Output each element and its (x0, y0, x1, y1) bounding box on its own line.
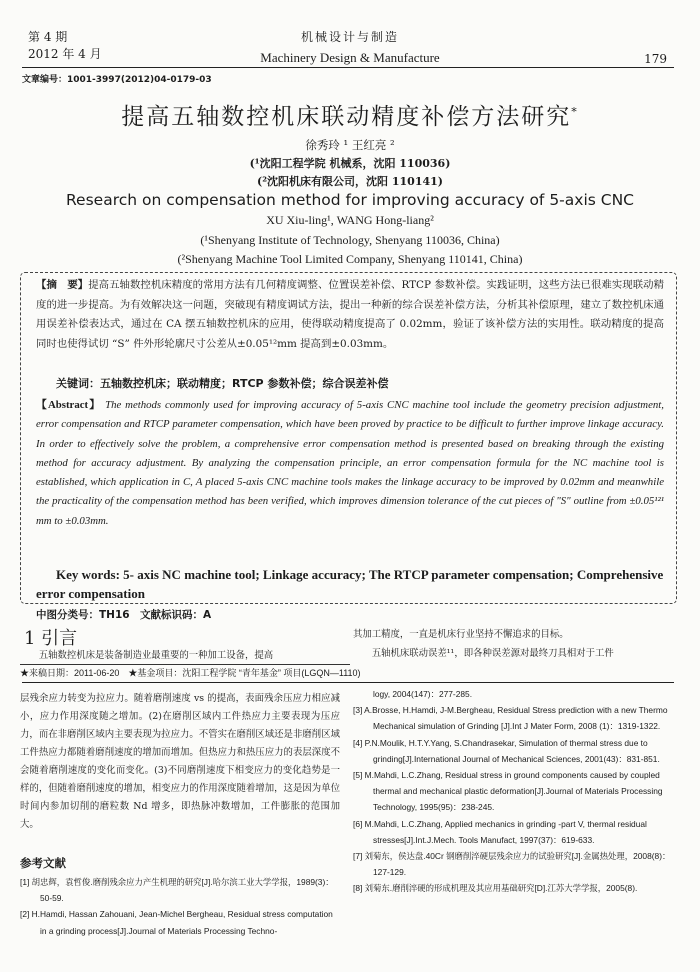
abstract-cn (36, 276, 664, 354)
abstract-cn-text: 提高五轴数控机床精度的常用方法有几何精度调整、位置误差补偿、RTCP 参数补偿。实践证明，这些方法已很难实现联动精度的进一步提高。为有效解决这一问题，突破现有精度调试方法，提出一种新的综合误差补偿方法，分析其补偿原理，建立了数控机床通用误差补偿表达式，通过在 CA 摆五轴数控机床的应用，使得联动精度提高了 0.02mm，验证了该补偿方法的实用性。联动精度的提高同时也使得试切 “S” 件外形轮廓尺寸公差从±0.05¹²mm 提高到±0.03mm。 (36, 279, 665, 350)
reference-item: [3] A.Brosse, H.Hamdi, J-M.Bergheau, Residual Stress prediction with a new Thermo Mechanical simulation of Grinding [J].Int J Mater Form, 2008 (1)：1319-1322. (353, 705, 668, 732)
issue-label: 第 4 期 (28, 30, 68, 44)
abstract-en (36, 396, 664, 531)
abstract-en-label: 【Abstract】 (36, 399, 102, 411)
abstract-en-text: The methods commonly used for improving accuracy of 5-axis CNC machine tool include the geometry precision adjustment, error compensation and RTCP parameter compensation, which have been proved by practice to be difficult to further improve linkage accuracy. In order to effectively solve the problem, a comprehensive error compensation method is presented based on breaking through the existing method for accuracy adjustment. By analyzing the compensation principle, an error compensation formula for the NC machine tool is established, which application in C, A placed 5-axis CNC machine tools makes the linkage accuracy to be improved by 0.02mm and meanwhile the practicality of the compensation method has been verified, which improves dimension tolerance of the cut pieces of "S" outline from ±0.05¹²¹ mm to ±0.03mm. (36, 399, 664, 527)
references-heading: 参考文献 (20, 856, 66, 870)
keywords-cn: 关键词：五轴数控机床；联动精度；RTCP 参数补偿；综合误差补偿 (56, 377, 389, 390)
footnote-rule (20, 664, 350, 665)
reference-item: [4] P.N.Moulik, H.T.Y.Yang, S.Chandrasekar, Simulation of thermal stress due to grinding[J].International Journal of Mechanical Sciences, 2001(43)：831-851. (353, 737, 660, 764)
reference-item: [5] M.Mahdi, L.C.Zhang, Residual stress in ground components caused by coupled thermal and mechanical plastic deformation[J].Journal of Materials Processing Technology, 1995(95)：238-245. (353, 770, 663, 813)
reference-item: [8] 刘菊东.磨削淬硬的形成机理及其应用基础研究[D].江苏大学学报，2005(8). (353, 883, 638, 894)
reference-item: [1] 胡忠辉，袁哲俊.磨削残余应力产生机理的研究[J].哈尔滨工业大学学报，1989(3)：50-59. (20, 877, 334, 904)
section-heading-intro: 1 引言 (24, 628, 78, 649)
journal-name-en: Machinery Design & Manufacture (260, 50, 440, 65)
authors-cn: 徐秀玲 ¹ 王红亮 ² (305, 138, 395, 152)
intro-right-text-2: 五轴机床联动误差¹¹，即各种误差源对最终刀具相对于工件 (371, 648, 614, 659)
article-number: 文章编号：1001-3997(2012)04-0179-03 (22, 75, 212, 85)
reference-item: [6] M.Mahdi, L.C.Zhang, Applied mechanics in grinding -part V, thermal residual stresses[J].Int.J.Mech. Tools Manufact, 1997(37)：619-633. (353, 818, 647, 845)
lower-left-text: 层残余应力转变为拉应力。随着磨削速度 vs 的提高，表面残余压应力相应减小，应力作用深度随之增加。(2)在磨削区域内工件热应力主要表现为压应力，而在非磨削区域内主要表现为拉应力。不管实在磨削区域还是非磨削区域工件热应力都随着磨削速度的增加而增加。但热应力和热压应力的表层深度不会随着磨削速度的变化而变化。(3)不同磨削速度下相变应力的变化趋势是一样的，但随着磨削速度的增加，相变应力的作用深度随着增加，这是因为单位时间内参加切削的磨粒数 Nd 增多，即热脉冲数增加，工件膨胀的范围加大。 (20, 693, 340, 830)
issue-date: 2012 年 4 月 (28, 47, 102, 61)
page-number: 179 (644, 52, 667, 66)
reference-item: logy, 2004(147)：277-285. (373, 689, 473, 699)
reference-item: [7] 刘菊东，侯达盘.40Cr 钢磨削淬硬层残余应力的试验研究[J].金属热处理，2008(8)：127-129. (353, 851, 671, 878)
header-rule (22, 67, 674, 68)
intro-left-text: 五轴数控机床是装备制造业最重要的一种加工设备，提高 (38, 650, 274, 661)
classification: 中图分类号：TH16 文献标识码：A (36, 609, 212, 621)
intro-right-text-1: 其加工精度，一直是机床行业坚持不懈追求的目标。 (353, 629, 569, 640)
footnote: ★来稿日期：2011-06-20 ★基金项目：沈阳工程学院 “青年基金” 项目(LGQN—1110) (20, 668, 361, 678)
paper-title-cn: 提高五轴数控机床联动精度补偿方法研究* (121, 104, 579, 130)
keywords-en: Key words: 5- axis NC machine tool; Linkage accuracy; The RTCP parameter compensation; Comprehensive error compensation (36, 567, 664, 601)
affiliation-en-2: (²Shenyang Machine Tool Limited Company, Shenyang 110141, China) (177, 252, 523, 266)
references-left (20, 874, 338, 939)
authors-en: XU Xiu-ling¹, WANG Hong-liang² (266, 213, 434, 227)
references-right (353, 686, 680, 897)
affiliation-cn-2: (²沈阳机床有限公司，沈阳 110141) (257, 175, 443, 188)
affiliation-en-1: (¹Shenyang Institute of Technology, Shenyang 110036, China) (200, 233, 500, 247)
page-break-rule (22, 682, 674, 683)
reference-item: [2] H.Hamdi, Hassan Zahouani, Jean-Michel Bergheau, Residual stress computation in a grinding process[J].Journal of Materials Processing Techno- (20, 909, 333, 936)
paper-title-en: Research on compensation method for improving accuracy of 5-axis CNC (65, 191, 634, 209)
journal-name-cn: 机械设计与制造 (300, 30, 399, 44)
abstract-cn-label: 【摘 要】 (36, 279, 89, 291)
affiliation-cn-1: (¹沈阳工程学院 机械系，沈阳 110036) (249, 157, 451, 170)
